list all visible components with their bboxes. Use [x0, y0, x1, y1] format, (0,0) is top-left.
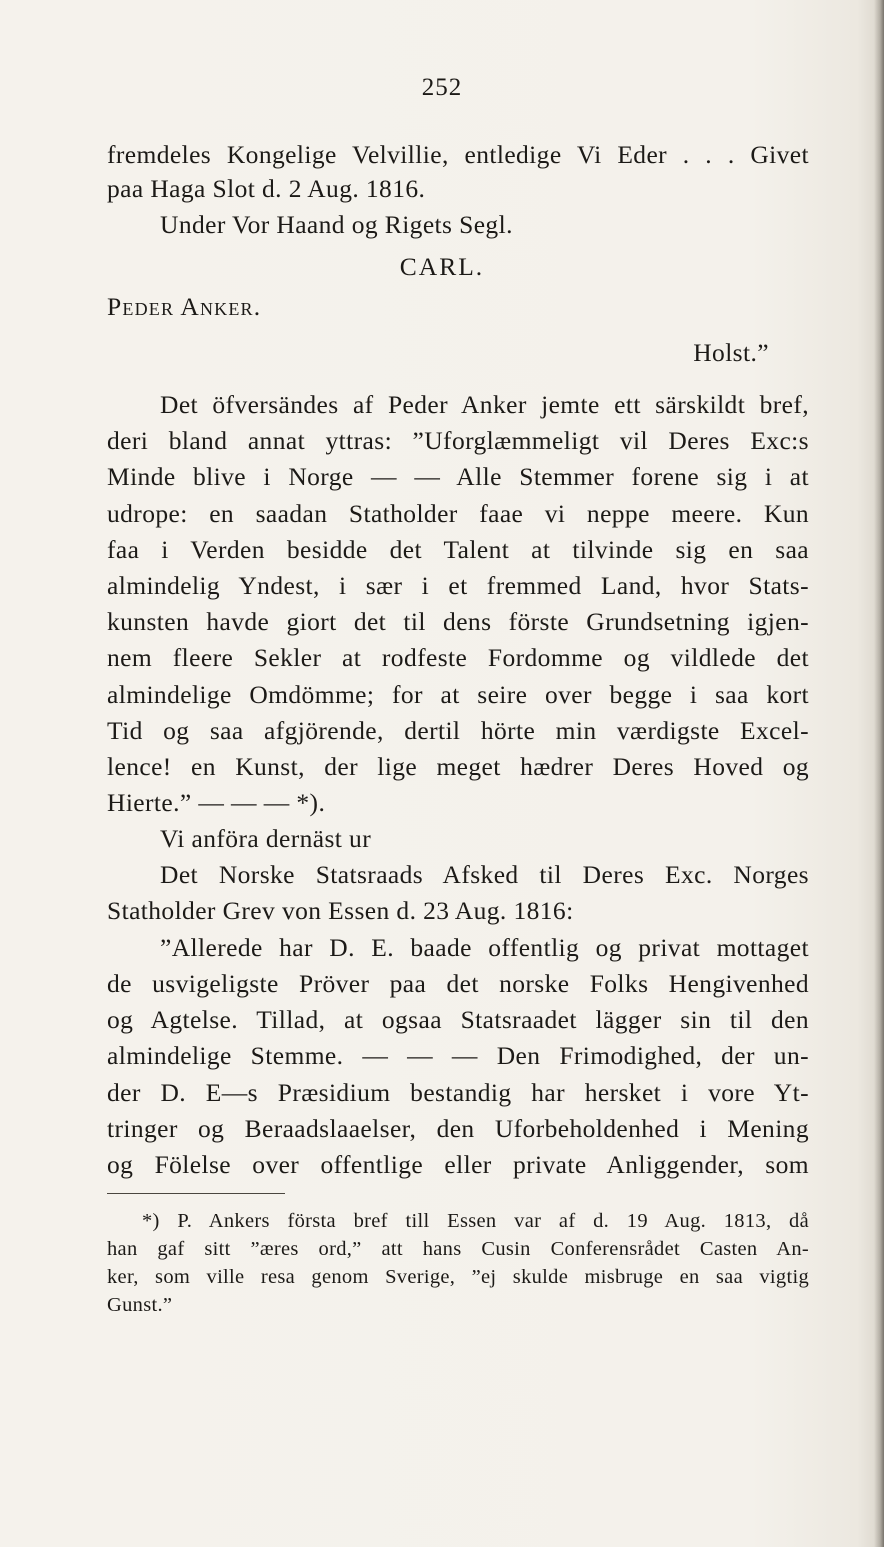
text-line: fremdeles Kongelige Velvillie, entledige Vi Eder . . . Givet [107, 140, 809, 169]
text-line: der D. E—s Præsidium bestandig har hersket i vore Yt- [107, 1078, 809, 1107]
footnote-line: Gunst.” [107, 1294, 173, 1316]
text-line: tringer og Beraadslaaelser, den Uforbeholdenhed i Mening [107, 1114, 809, 1143]
page-number: 252 [421, 74, 463, 101]
paragraph-start: Det Norske Statsraads Afsked til Deres Exc. Norges [160, 860, 809, 889]
footnote-line: han gaf sitt ”æres ord,” att hans Cusin Conferensrådet Casten An- [107, 1238, 809, 1260]
text-line: Statholder Grev von Essen d. 23 Aug. 1816: [107, 896, 574, 925]
text-line: Tid og saa afgjörende, dertil hörte min værdigste Excel- [107, 716, 809, 745]
text-line: udrope: en saadan Statholder faae vi neppe meere. Kun [107, 499, 809, 528]
text-line: lence! en Kunst, der lige meget hædrer Deres Hoved og [107, 752, 809, 781]
page-edge-shadow [874, 0, 884, 1547]
text-line: faa i Verden besidde det Talent at tilvinde sig en saa [107, 535, 809, 564]
text-line: almindelig Yndest, i sær i et fremmed Land, hvor Stats- [107, 571, 809, 600]
text-line: kunsten havde giort det til dens förste Grundsetning igjen- [107, 607, 809, 636]
text-line: Minde blive i Norge — — Alle Stemmer forene sig i at [107, 462, 809, 491]
signature-carl: CARL. [399, 252, 485, 281]
text-line: Vi anföra dernäst ur [160, 824, 372, 853]
text-line: Under Vor Haand og Rigets Segl. [160, 210, 513, 239]
footnote-line: ker, som ville resa genom Sverige, ”ej skulde misbruge en saa vigtig [107, 1266, 809, 1288]
signature-peder-anker: Peder Anker. [107, 292, 262, 321]
text-line: nem fleere Sekler at rodfeste Fordomme og vildlede det [107, 643, 809, 672]
signature-holst: Holst.” [693, 338, 769, 367]
text-line: almindelige Omdömme; for at seire over begge i saa kort [107, 680, 809, 709]
text-line: de usvigeligste Pröver paa det norske Folks Hengivenhed [107, 969, 809, 998]
text-line: Hierte.” — — — *). [107, 788, 326, 817]
text-line: deri bland annat yttras: ”Uforglæmmeligt vil Deres Exc:s [107, 426, 809, 455]
paragraph-start: ”Allerede har D. E. baade offentlig og privat mottaget [160, 933, 809, 962]
text-line: paa Haga Slot d. 2 Aug. 1816. [107, 174, 426, 203]
footnote-divider [107, 1193, 285, 1194]
text-line: almindelige Stemme. — — — Den Frimodighed, der un- [107, 1041, 809, 1070]
text-line: og Agtelse. Tillad, at ogsaa Statsraadet lägger sin til den [107, 1005, 809, 1034]
paragraph-start: Det öfversändes af Peder Anker jemte ett särskildt bref, [160, 390, 809, 419]
text-line: og Fölelse over offentlige eller private Anliggender, som [107, 1150, 809, 1179]
footnote-line: *) P. Ankers första bref till Essen var af d. 19 Aug. 1813, då [142, 1210, 809, 1232]
